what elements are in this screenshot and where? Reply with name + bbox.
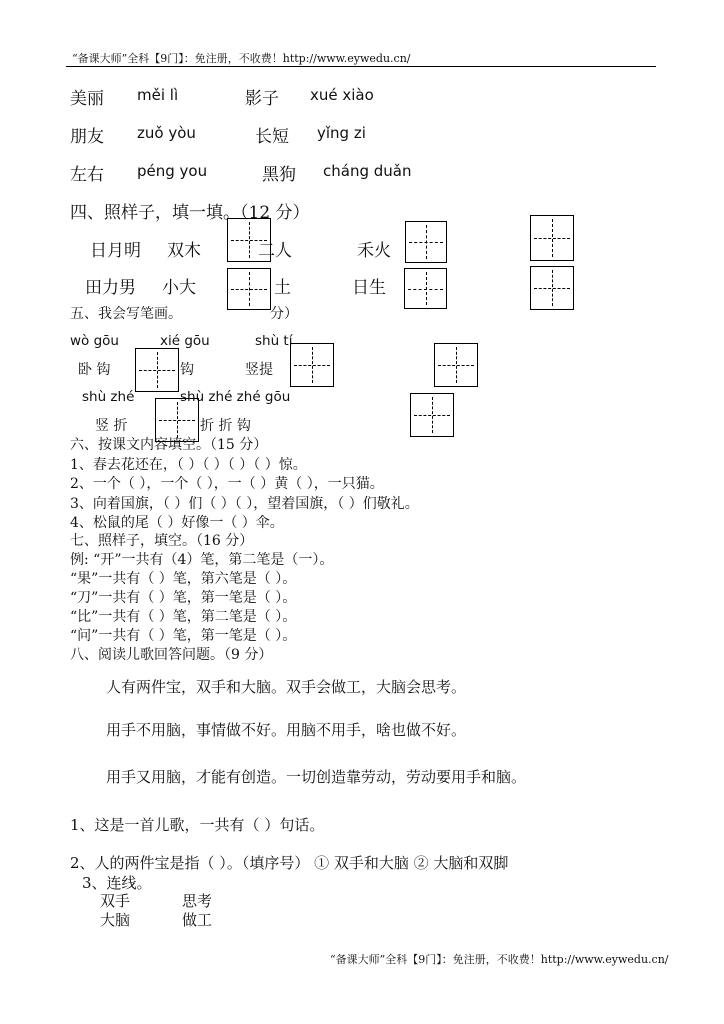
poem-line: 用手不用脑，事情做不好。用脑不用手，啥也做不好。 (106, 721, 467, 739)
page-header: “备课大师”全科【9门】：免注册，不收费！http://www.eywedu.cn/ (72, 52, 411, 65)
question: 3、连线。 (82, 874, 152, 892)
link-left: 大脑 (100, 911, 131, 929)
tianzige-box[interactable] (290, 343, 334, 387)
tianzige-box[interactable] (410, 393, 454, 437)
stroke-name: 竖 折 (95, 418, 128, 434)
tianzige-box[interactable] (227, 268, 271, 310)
combine-word: 土 (274, 278, 291, 298)
tianzige-box[interactable] (135, 348, 179, 392)
fill-line: 4、松鼠的尾（ ）好像一（ ）伞。 (70, 515, 284, 531)
match-word: 朋友 (70, 127, 104, 147)
fill-line: “问”一共有（ ）笔，第一笔是（ ）。 (70, 628, 297, 644)
section6-title: 六、按课文内容填空。（15 分） (70, 437, 268, 453)
match-pinyin: péng you (137, 162, 208, 180)
example-word: 田力男 (85, 278, 136, 298)
section7-title: 七、照样子，填空。（16 分） (70, 533, 254, 549)
tianzige-box[interactable] (434, 343, 478, 387)
match-word: 黑狗 (262, 165, 296, 185)
tianzige-box[interactable] (404, 268, 447, 309)
fill-line: 1、春去花还在，（ ）（ ）（ ）（ ）惊。 (70, 457, 307, 473)
match-word: 左右 (70, 165, 104, 185)
stroke-name: 卧 钩 (78, 362, 111, 378)
match-pinyin: yǐng zi (317, 124, 366, 142)
fill-line: 2、一个（ ），一个（ ），一（ ）黄（ ），一只猫。 (70, 476, 384, 492)
match-word: 长短 (255, 127, 289, 147)
page-footer: “备课大师”全科【9门】：免注册，不收费！http://www.eywedu.cn/ (330, 953, 669, 966)
match-pinyin: zuǒ yòu (137, 124, 196, 142)
combine-word: 禾火 (357, 241, 391, 261)
tianzige-box[interactable] (405, 221, 447, 263)
match-pinyin: měi lì (137, 86, 179, 104)
match-pinyin: xué xiào (310, 86, 374, 104)
stroke-name: 折 折 钩 (200, 418, 251, 434)
combine-word: 双木 (167, 241, 201, 261)
section8-title: 八、阅读儿歌回答问题。（9 分） (70, 647, 273, 663)
stroke-pinyin: wò gōu (70, 333, 119, 349)
poem-line: 用手又用脑，才能有创造。一切创造靠劳动，劳动要用手和脑。 (106, 768, 527, 786)
header-rule (66, 66, 656, 67)
fill-line: “比”一共有（ ）笔，第二笔是（ ）。 (70, 609, 297, 625)
stroke-pinyin: xié gōu (160, 333, 210, 349)
match-word: 美丽 (70, 89, 104, 109)
question: 2、人的两件宝是指（ ）。（填序号） ① 双手和大脑 ② 大脑和双脚 (70, 854, 509, 872)
tianzige-box[interactable] (227, 218, 271, 262)
fill-line: “刀”一共有（ ）笔，第一笔是（ ）。 (70, 590, 297, 606)
fill-line: 3、向着国旗，（ ）们（ ）（ ），望着国旗，（ ）们敬礼。 (70, 496, 419, 512)
example-line: 例: “开”一共有（4）笔，第二笔是（一）。 (70, 552, 334, 568)
combine-word: 日生 (352, 278, 386, 298)
section5-title-tail: 分） (270, 306, 298, 322)
section4-title: 四、照样子，填一填。（12 分） (70, 203, 310, 223)
tianzige-box[interactable] (530, 215, 574, 261)
stroke-pinyin: shù zhé zhé gōu (180, 389, 291, 405)
link-right: 思考 (182, 892, 213, 910)
stroke-pinyin: shù zhé (82, 389, 135, 405)
tianzige-box[interactable] (530, 266, 574, 310)
link-right: 做工 (182, 911, 213, 929)
question: 1、这是一首儿歌，一共有（ ）句话。 (70, 816, 325, 834)
link-left: 双手 (100, 892, 131, 910)
combine-word: 小大 (162, 278, 196, 298)
match-pinyin: cháng duǎn (323, 162, 412, 180)
poem-line: 人有两件宝，双手和大脑。双手会做工，大脑会思考。 (106, 678, 467, 696)
stroke-name: 钩 (180, 362, 194, 378)
section5-title: 五、我会写笔画。 (70, 306, 182, 322)
example-word: 日月明 (90, 241, 141, 261)
stroke-pinyin: shù tí (255, 333, 293, 349)
combine-word: 二人 (258, 241, 292, 261)
match-word: 影子 (245, 89, 279, 109)
stroke-name: 竖提 (245, 362, 273, 378)
fill-line: “果”一共有（ ）笔，第六笔是（ ）。 (70, 571, 297, 587)
